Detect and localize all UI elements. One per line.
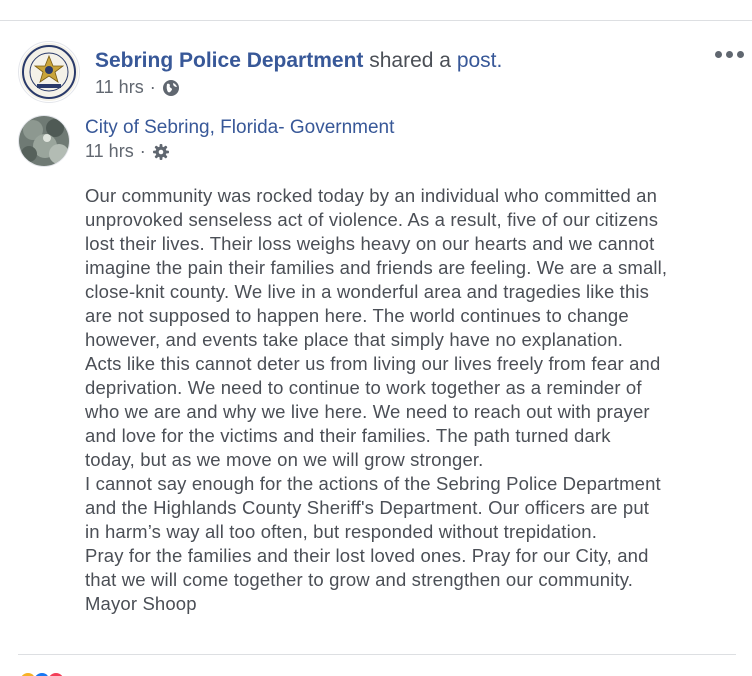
post-text-line: Mayor Shoop <box>85 593 197 614</box>
post-text-line: who we are and why we live here. We need to reach out with prayer <box>85 401 650 422</box>
post-text-line: in harm’s way all too often, but responded without trepidation. <box>85 521 597 542</box>
original-poster-avatar[interactable] <box>18 115 70 167</box>
post-text-line: deprivation. We need to continue to work together as a reminder of <box>85 377 642 398</box>
post-text-line: imagine the pain their families and friends are feeling. We are a small, <box>85 257 668 278</box>
globe-icon <box>162 79 180 97</box>
reaction-icons[interactable] <box>18 671 60 676</box>
post-text-line: Our community was rocked today by an individual who committed an <box>85 185 658 206</box>
sharer-name-link[interactable]: Sebring Police Department <box>95 49 364 72</box>
post-text-line: however, and events take place that simply have no explanation. <box>85 329 624 350</box>
post-text-line: and the Highlands County Sheriff's Department. Our officers are put <box>85 497 650 518</box>
post-text-line: I cannot say enough for the actions of the Sebring Police Department <box>85 473 661 494</box>
original-poster-name[interactable]: City of Sebring, Florida- Government <box>85 117 395 138</box>
more-dot-icon <box>726 51 733 58</box>
sharer-meta <box>95 77 180 98</box>
post-text-line: Pray for the families and their lost loved ones. Pray for our City, and <box>85 545 649 566</box>
shared-post-card <box>0 21 752 676</box>
city-photo-icon <box>19 116 69 166</box>
post-text-line: unprovoked senseless act of violence. As a result, five of our citizens <box>85 209 659 230</box>
more-dot-icon <box>737 51 744 58</box>
love-reaction-icon <box>46 671 66 676</box>
original-timestamp[interactable]: 11 hrs <box>85 141 134 161</box>
sharer-avatar[interactable] <box>18 41 80 103</box>
meta-separator: · <box>149 77 156 97</box>
more-options-button[interactable] <box>712 43 746 65</box>
post-link[interactable]: post. <box>456 49 503 72</box>
shared-a-text: shared a <box>369 49 451 72</box>
post-text-line: are not supposed to happen here. The world continues to change <box>85 305 629 326</box>
original-meta <box>85 141 170 162</box>
post-text-line: today, but as we move on we will grow stronger. <box>85 449 484 470</box>
post-text-line: that we will come together to grow and strengthen our community. <box>85 569 634 590</box>
more-dot-icon <box>715 51 722 58</box>
sharer-header <box>95 49 502 73</box>
meta-separator: · <box>139 141 146 161</box>
police-badge-icon <box>19 42 79 102</box>
reactions-divider <box>18 654 736 655</box>
gear-icon <box>152 143 170 161</box>
post-text-line: and love for the victims and their families. The path turned dark <box>85 425 611 446</box>
post-text-line: close-knit county. We live in a wonderful area and tragedies like this <box>85 281 650 302</box>
post-text <box>85 184 745 616</box>
post-text-line: lost their lives. Their loss weighs heavy on our hearts and we cannot <box>85 233 655 254</box>
post-text-line: Acts like this cannot deter us from living our lives freely from fear and <box>85 353 661 374</box>
sharer-timestamp[interactable]: 11 hrs <box>95 77 144 97</box>
